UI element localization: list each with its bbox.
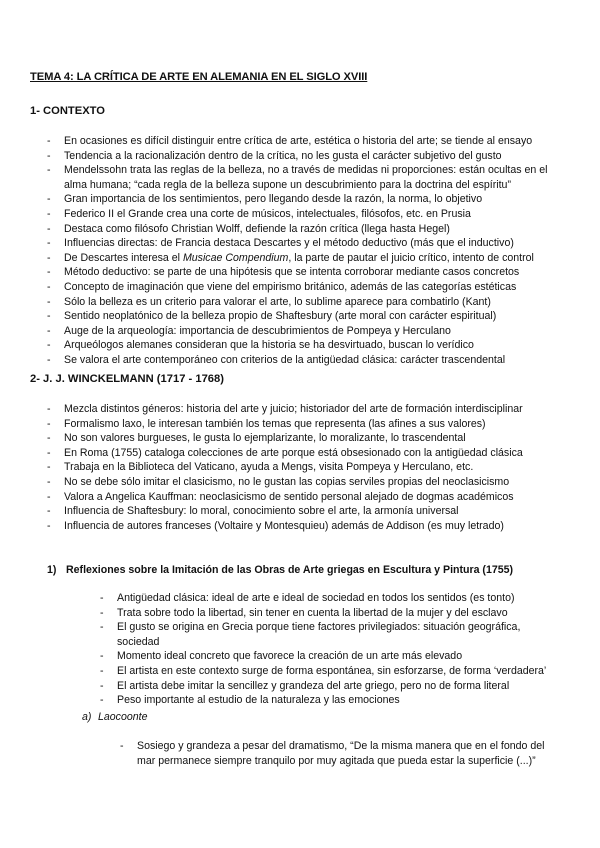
list-item bbox=[47, 324, 559, 339]
bullet-dash: - bbox=[47, 280, 51, 293]
list-item bbox=[100, 693, 560, 708]
bullet-dash: - bbox=[47, 149, 51, 162]
list-item bbox=[47, 475, 559, 490]
bullet-dash: - bbox=[47, 135, 51, 147]
bullet-dash: - bbox=[47, 446, 51, 459]
list-item-text: Mezcla distintos géneros: historia del arte y juicio; historiador del arte de formación interdisciplinar bbox=[64, 403, 523, 415]
bullet-dash: - bbox=[47, 403, 51, 415]
list-item bbox=[47, 149, 559, 164]
subsection-title: Reflexiones sobre la Imitación de las Obras de Arte griegas en Escultura y Pintura (1755) bbox=[66, 564, 514, 576]
list-item bbox=[47, 417, 559, 432]
bullet-dash: - bbox=[47, 266, 51, 279]
list-item-text: Valora a Angelica Kauffman: neoclasicismo de sentido personal alejado de dogmas académicos bbox=[64, 490, 514, 503]
list-item-text: Método deductivo: se parte de una hipótesis que se intenta corroborar mediante casos concretos bbox=[64, 266, 520, 279]
list-item bbox=[47, 207, 559, 222]
bullet-dash: - bbox=[47, 251, 51, 264]
bullet-dash: - bbox=[100, 650, 104, 663]
list-item-text: Destaca como filósofo Christian Wolff, defiende la razón crítica (llega hasta Hegel) bbox=[64, 222, 450, 235]
list-item bbox=[120, 739, 562, 768]
laocoonte-bullet-list bbox=[120, 739, 562, 768]
list-item-text: Trata sobre todo la libertad, sin tener en cuenta la libertad de la mujer y del esclavo bbox=[117, 606, 508, 619]
list-item bbox=[47, 519, 559, 534]
list-item-text: Sólo la belleza es un criterio para valorar el arte, lo sublime aparece para combatirlo (Kant) bbox=[64, 295, 491, 308]
list-item bbox=[47, 236, 559, 251]
list-item bbox=[47, 460, 559, 475]
list-item bbox=[100, 649, 560, 664]
bullet-dash: - bbox=[47, 237, 51, 250]
subsection-letter: a) bbox=[82, 711, 92, 723]
list-item-text: Mendelssohn trata las reglas de la belleza, no a través de medidas ni proporciones: están ocultas en el alma humana; “cada regla de la belleza supone un descubrimiento para la doctrina del espíritu” bbox=[64, 164, 548, 191]
list-item bbox=[47, 431, 559, 446]
bullet-dash: - bbox=[100, 694, 104, 707]
bullet-dash: - bbox=[47, 164, 51, 177]
list-item bbox=[47, 163, 559, 192]
list-item bbox=[47, 309, 559, 324]
bullet-dash: - bbox=[100, 592, 104, 604]
bullet-dash: - bbox=[47, 475, 51, 488]
bullet-dash: - bbox=[47, 505, 51, 518]
musicae-compendium-title: Musicae Compendium bbox=[182, 251, 289, 264]
list-item bbox=[100, 679, 560, 694]
list-item bbox=[47, 446, 559, 461]
list-item-text: Auge de la arqueología: importancia de descubrimientos de Pompeya y Herculano bbox=[64, 324, 451, 337]
list-item-text: Formalismo laxo, le interesan también los temas que representa (las afines a sus valores) bbox=[64, 417, 486, 430]
reflexiones-bullet-list bbox=[100, 591, 560, 708]
list-item-text: No se debe sólo imitar el clasicismo, no le gustan las copias serviles propias del neoclasicismo bbox=[64, 475, 510, 488]
document-title: TEMA 4: LA CRÍTICA DE ARTE EN ALEMANIA EN EL SIGLO XVIII bbox=[30, 71, 368, 83]
list-item-text: Influencia de Shaftesbury: lo moral, conocimiento sobre el arte, la armonía universal bbox=[64, 505, 459, 518]
list-item-text: Concepto de imaginación que viene del empirismo británico, además de las categorías estéticas bbox=[64, 280, 517, 293]
bullet-dash: - bbox=[47, 324, 51, 337]
list-item bbox=[47, 402, 559, 417]
list-item-text: Arqueólogos alemanes consideran que la historia se ha desvirtuado, buscan lo verídico bbox=[64, 339, 474, 352]
list-item bbox=[47, 338, 559, 353]
subsection-heading-reflexiones bbox=[47, 564, 513, 576]
bullet-dash: - bbox=[100, 664, 104, 677]
bullet-dash: - bbox=[47, 222, 51, 235]
bullet-dash: - bbox=[47, 339, 51, 352]
list-item-text: Influencia de autores franceses (Voltaire y Montesquieu) además de Addison (es muy letrado) bbox=[64, 519, 504, 532]
list-item-text: Gran importancia de los sentimientos, pero llegando desde la razón, la norma, lo objetivo bbox=[64, 193, 483, 206]
bullet-dash: - bbox=[47, 207, 51, 220]
list-item-text: Sosiego y grandeza a pesar del dramatismo, “De la misma manera que en el fondo del mar permanece siempre tranquilo por muy agitada que pueda estar la superficie (...)” bbox=[137, 740, 545, 767]
bullet-dash: - bbox=[100, 606, 104, 619]
section-heading-contexto: 1- CONTEXTO bbox=[30, 105, 106, 117]
list-item-text: Peso importante al estudio de la naturaleza y las emociones bbox=[117, 694, 400, 707]
bullet-dash: - bbox=[47, 490, 51, 503]
list-item-text: En ocasiones es difícil distinguir entre crítica de arte, estética o historia del arte; se tiende al ensayo bbox=[64, 135, 533, 147]
list-item-text: El artista debe imitar la sencillez y grandeza del arte griego, pero no de forma literal bbox=[117, 679, 510, 692]
descartes-text-after: , la parte de pautar el juicio crítico, intento de control bbox=[288, 251, 534, 264]
list-item bbox=[47, 265, 559, 280]
section-heading-winckelmann: 2- J. J. WINCKELMANN (1717 - 1768) bbox=[30, 373, 224, 385]
subsection-title: Laocoonte bbox=[98, 711, 148, 723]
list-item bbox=[47, 280, 559, 295]
list-item-text: Tendencia a la racionalización dentro de la crítica, no les gusta el carácter subjetivo del gusto bbox=[64, 149, 502, 162]
list-item bbox=[100, 606, 560, 621]
bullet-dash: - bbox=[100, 621, 104, 634]
list-item bbox=[47, 134, 559, 149]
list-item-text: Influencias directas: de Francia destaca Descartes y el método deductivo (más que el inductivo) bbox=[64, 237, 514, 250]
subsection-number: 1) bbox=[47, 564, 57, 576]
list-item bbox=[47, 353, 559, 368]
bullet-dash: - bbox=[47, 461, 51, 474]
bullet-dash: - bbox=[47, 432, 51, 445]
list-item-text: Se valora el arte contemporáneo con criterios de la antigüedad clásica: carácter trascendental bbox=[64, 353, 506, 366]
list-item bbox=[47, 295, 559, 310]
list-item-text: El gusto se origina en Grecia porque tiene factores privilegiados: situación geográfica, sociedad bbox=[117, 621, 521, 648]
bullet-dash: - bbox=[47, 193, 51, 206]
list-item bbox=[100, 591, 560, 606]
list-item bbox=[47, 490, 559, 505]
list-item-descartes bbox=[47, 251, 559, 266]
list-item bbox=[100, 620, 560, 649]
bullet-dash: - bbox=[47, 417, 51, 430]
list-item bbox=[47, 192, 559, 207]
contexto-bullet-list bbox=[47, 134, 559, 368]
list-item bbox=[47, 504, 559, 519]
list-item-text: El artista en este contexto surge de forma espontánea, sin esforzarse, de forma ‘verdadera’ bbox=[117, 664, 547, 677]
bullet-dash: - bbox=[100, 679, 104, 692]
list-item-text: Federico II el Grande crea una corte de músicos, intelectuales, filósofos, etc. en Prusia bbox=[64, 207, 471, 220]
list-item bbox=[47, 222, 559, 237]
bullet-dash: - bbox=[120, 740, 124, 752]
bullet-dash: - bbox=[47, 353, 51, 366]
list-item-text: Trabaja en la Biblioteca del Vaticano, ayuda a Mengs, visita Pompeya y Herculano, etc. bbox=[64, 461, 474, 474]
list-item-text: Momento ideal concreto que favorece la creación de un arte más elevado bbox=[117, 650, 463, 663]
list-item-text: Sentido neoplatónico de la belleza propio de Shaftesbury (arte moral con carácter espiritual) bbox=[64, 310, 497, 323]
bullet-dash: - bbox=[47, 519, 51, 532]
list-item-text: No son valores burgueses, le gusta lo ejemplarizante, lo moralizante, lo trascendental bbox=[64, 432, 466, 445]
bullet-dash: - bbox=[47, 310, 51, 323]
list-item-text: En Roma (1755) cataloga colecciones de arte porque está obsesionado con la antigüedad clásica bbox=[64, 446, 523, 459]
descartes-text-before: De Descartes interesa el bbox=[64, 251, 183, 264]
list-item-text: Antigüedad clásica: ideal de arte e ideal de sociedad en todos los sentidos (es tonto) bbox=[117, 592, 515, 604]
winckelmann-bullet-list bbox=[47, 402, 559, 533]
list-item bbox=[100, 664, 560, 679]
bullet-dash: - bbox=[47, 295, 51, 308]
subsection-heading-laocoonte bbox=[82, 711, 147, 723]
